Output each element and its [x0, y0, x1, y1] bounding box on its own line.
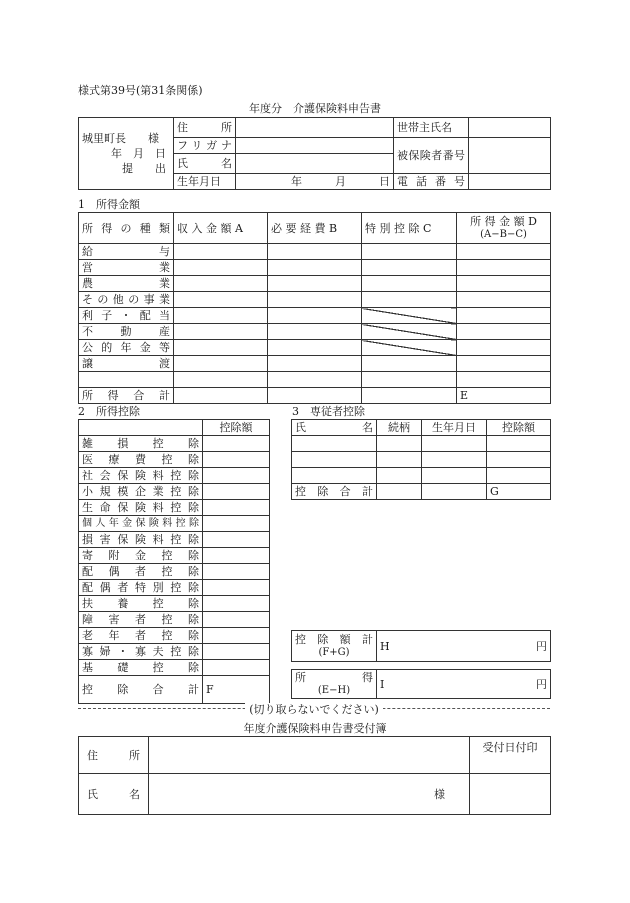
cut-line-text: (切り取らないでください) [245, 703, 383, 716]
address-field[interactable] [236, 118, 394, 138]
income-cell[interactable] [268, 292, 362, 308]
insured-number-label: 被保険者番号 [394, 138, 469, 174]
address-label: 住 所 [174, 118, 236, 138]
income-col-revenue: 収 入 金 額 A [174, 213, 268, 244]
income-row-label: その他の事業 [79, 292, 174, 308]
final-income-formula: (E−H) [317, 685, 351, 696]
deduction-row-label: 雑 損 控 除 [79, 436, 203, 452]
table-row [79, 372, 551, 388]
income-cell[interactable] [174, 276, 268, 292]
phone-label: 電 話 番 号 [394, 174, 469, 190]
dependents-cell[interactable] [422, 468, 487, 484]
income-cell[interactable] [174, 340, 268, 356]
deduction-total-sum-formula: (F+G) [318, 647, 350, 658]
table-row [292, 484, 551, 500]
income-cell[interactable] [457, 292, 551, 308]
income-cell[interactable] [457, 260, 551, 276]
receipt-address-field[interactable] [149, 737, 470, 774]
income-cell[interactable] [268, 340, 362, 356]
table-row [79, 356, 551, 372]
table-row [79, 340, 551, 356]
household-head-field[interactable] [469, 118, 551, 138]
income-cell[interactable] [174, 292, 268, 308]
table-row [79, 436, 270, 452]
birthdate-field[interactable]: 年 月 日 [236, 174, 394, 190]
deduction-cell[interactable] [203, 644, 270, 660]
table-row [79, 580, 270, 596]
income-heading: 1 所得金額 [78, 198, 140, 211]
submitted-label: 提 出 [122, 162, 166, 175]
deduction-row-label: 寄附金控除 [79, 548, 203, 564]
addressee-cell [79, 118, 174, 190]
income-cell[interactable] [174, 388, 268, 404]
income-cell[interactable] [268, 356, 362, 372]
table-row [79, 388, 551, 404]
dependents-total-label: 控 除 合 計 [292, 484, 377, 500]
deduction-row-label: 損害保険料控除 [79, 532, 203, 548]
table-row [79, 628, 270, 644]
dependents-table [291, 419, 551, 500]
income-row-label: 農 業 [79, 276, 174, 292]
receipt-name-label: 氏 名 [79, 774, 149, 815]
cut-line [78, 701, 550, 715]
deduction-cell[interactable] [203, 500, 270, 516]
deduction-cell[interactable] [203, 612, 270, 628]
income-table [78, 212, 551, 404]
income-cell[interactable] [268, 324, 362, 340]
addressee-label: 城里町長 様 [82, 132, 159, 145]
deduction-row-label: 配偶者控除 [79, 564, 203, 580]
birthdate-label: 生年月日 [174, 174, 236, 190]
income-row-label: 給 与 [79, 244, 174, 260]
dependents-cell[interactable] [377, 468, 422, 484]
table-row [79, 452, 270, 468]
deduction-cell[interactable] [203, 468, 270, 484]
income-cell[interactable] [174, 260, 268, 276]
income-cell[interactable] [362, 356, 457, 372]
deduction-cell[interactable] [203, 660, 270, 676]
deduction-row-label: 基 礎 控 除 [79, 660, 203, 676]
income-cell[interactable] [457, 244, 551, 260]
income-total-label: 所 得 合 計 [79, 388, 174, 404]
income-total-mark[interactable]: E [457, 388, 551, 404]
dependents-cell[interactable] [292, 452, 377, 468]
furigana-field[interactable] [236, 138, 394, 154]
income-cell[interactable] [174, 372, 268, 388]
income-row-label: 公的年金等 [79, 340, 174, 356]
deduction-cell[interactable] [203, 596, 270, 612]
income-cell[interactable] [457, 356, 551, 372]
stamp-area [470, 774, 551, 815]
deduction-total-sum-field[interactable] [377, 631, 551, 662]
table-row [79, 308, 551, 324]
table-row [79, 644, 270, 660]
deduction-row-label: 老年者控除 [79, 628, 203, 644]
name-label: 氏 名 [174, 154, 236, 174]
deduction-total-mark[interactable]: F [203, 676, 270, 704]
phone-field[interactable] [469, 174, 551, 190]
dependents-cell[interactable] [422, 452, 487, 468]
income-cell[interactable] [268, 260, 362, 276]
income-cell[interactable] [268, 276, 362, 292]
yen-unit: 円 [536, 677, 547, 691]
income-cell-disabled [362, 324, 457, 340]
income-cell-disabled [362, 340, 457, 356]
deduction-cell[interactable] [203, 548, 270, 564]
i-mark: I [380, 677, 385, 691]
form-number: 様式第39号(第31条関係) [78, 84, 203, 97]
deduction-blank-header [79, 420, 203, 436]
table-row [79, 276, 551, 292]
dependents-col-name: 氏 名 [292, 420, 377, 436]
income-cell[interactable] [457, 340, 551, 356]
table-row [79, 676, 270, 704]
stamp-label: 受付日付印 [470, 737, 551, 774]
deduction-row-label: 障害者控除 [79, 612, 203, 628]
income-cell[interactable] [174, 324, 268, 340]
table-row [79, 484, 270, 500]
dependents-cell[interactable] [377, 452, 422, 468]
table-row [79, 660, 270, 676]
deduction-row-label: 寡婦・寡夫控除 [79, 644, 203, 660]
final-income-field[interactable] [377, 670, 551, 699]
income-row-label: 不 動 産 [79, 324, 174, 340]
income-cell[interactable] [457, 308, 551, 324]
deduction-cell[interactable] [203, 564, 270, 580]
dependents-heading: 3 専従者控除 [292, 405, 365, 418]
income-cell[interactable] [457, 276, 551, 292]
dependents-total-mark[interactable]: G [487, 484, 551, 500]
deduction-row-label: 医療費控除 [79, 452, 203, 468]
insured-number-field[interactable] [469, 138, 551, 174]
final-income-table [291, 669, 551, 699]
final-income-title: 所 得 [295, 671, 373, 684]
deduction-row-label: 配偶者特別控除 [79, 580, 203, 596]
income-cell-disabled [362, 308, 457, 324]
income-row-label [79, 372, 174, 388]
table-row [79, 596, 270, 612]
receipt-title: 年度介護保険料申告書受付簿 [243, 722, 387, 735]
table-row [79, 548, 270, 564]
deduction-row-label: 生命保険料控除 [79, 500, 203, 516]
dependents-cell[interactable] [377, 436, 422, 452]
income-cell[interactable] [457, 324, 551, 340]
deduction-total-sum-title: 控除額計 [295, 633, 373, 646]
income-col-amount [457, 213, 551, 244]
deduction-row-label: 小規模企業控除 [79, 484, 203, 500]
income-cell[interactable] [174, 356, 268, 372]
deduction-row-label: 社会保険料控除 [79, 468, 203, 484]
income-cell[interactable] [457, 372, 551, 388]
dependents-cell[interactable] [422, 436, 487, 452]
summary-table [291, 630, 551, 662]
dependents-cell[interactable] [422, 484, 487, 500]
income-cell[interactable] [362, 276, 457, 292]
table-row [79, 292, 551, 308]
income-cell[interactable] [174, 308, 268, 324]
dependents-col-birthdate: 生年月日 [422, 420, 487, 436]
receipt-name-field[interactable] [149, 774, 470, 815]
table-row [79, 244, 551, 260]
income-col-type: 所得の種類 [79, 213, 174, 244]
table-row [292, 436, 551, 452]
income-col-expense: 必 要 経 費 B [268, 213, 362, 244]
deduction-total-label: 控 除 合 計 [79, 676, 203, 704]
dependents-cell[interactable] [487, 436, 551, 452]
final-income-label [292, 670, 377, 699]
name-field[interactable] [236, 154, 394, 174]
dependents-cell[interactable] [377, 484, 422, 500]
income-col-amount-formula: (A−B−C) [480, 229, 527, 240]
dependents-col-relation: 続柄 [377, 420, 422, 436]
applicant-info-table [78, 117, 551, 190]
table-row [79, 324, 551, 340]
deduction-total-sum-label [292, 631, 377, 662]
deduction-cell[interactable] [203, 532, 270, 548]
deduction-cell[interactable] [203, 484, 270, 500]
dependents-cell[interactable] [487, 468, 551, 484]
deduction-cell[interactable] [203, 628, 270, 644]
table-row [79, 516, 270, 532]
income-cell[interactable] [268, 244, 362, 260]
table-row [79, 532, 270, 548]
income-cell[interactable] [268, 308, 362, 324]
income-cell[interactable] [174, 244, 268, 260]
receipt-table [78, 736, 551, 815]
receipt-address-label: 住 所 [79, 737, 149, 774]
household-head-label: 世帯主氏名 [394, 118, 469, 138]
deduction-table [78, 419, 270, 704]
deduction-heading: 2 所得控除 [78, 405, 140, 418]
income-cell[interactable] [268, 388, 362, 404]
dependents-col-amount: 控除額 [487, 420, 551, 436]
income-cell[interactable] [268, 372, 362, 388]
table-row [79, 612, 270, 628]
date-line: 年 月 日 [111, 147, 166, 160]
form-title: 年度分 介護保険料申告書 [249, 102, 381, 115]
income-cell[interactable] [362, 244, 457, 260]
furigana-label: フリガナ [174, 138, 236, 154]
dependents-cell[interactable] [292, 436, 377, 452]
table-row [292, 452, 551, 468]
table-row [79, 468, 270, 484]
income-cell[interactable] [362, 292, 457, 308]
dependents-cell[interactable] [292, 468, 377, 484]
yen-unit: 円 [536, 639, 547, 653]
table-row [292, 468, 551, 484]
income-col-special: 特 別 控 除 C [362, 213, 457, 244]
income-row-label: 営 業 [79, 260, 174, 276]
honorific: 様 [434, 787, 445, 801]
deduction-col-amount: 控除額 [203, 420, 270, 436]
income-cell[interactable] [362, 372, 457, 388]
income-cell[interactable] [362, 388, 457, 404]
dependents-cell[interactable] [487, 452, 551, 468]
deduction-cell[interactable] [203, 452, 270, 468]
table-row [79, 564, 270, 580]
deduction-row-label: 扶 養 控 除 [79, 596, 203, 612]
deduction-row-label: 個人年金保険料控除 [79, 516, 203, 532]
deduction-cell[interactable] [203, 516, 270, 532]
income-row-label: 譲 渡 [79, 356, 174, 372]
deduction-cell[interactable] [203, 580, 270, 596]
income-col-amount-label: 所 得 金 額 D [470, 215, 537, 228]
table-row [79, 500, 270, 516]
deduction-cell[interactable] [203, 436, 270, 452]
income-row-label: 利子・配当 [79, 308, 174, 324]
income-cell[interactable] [362, 260, 457, 276]
table-row [79, 260, 551, 276]
h-mark: H [380, 639, 390, 653]
